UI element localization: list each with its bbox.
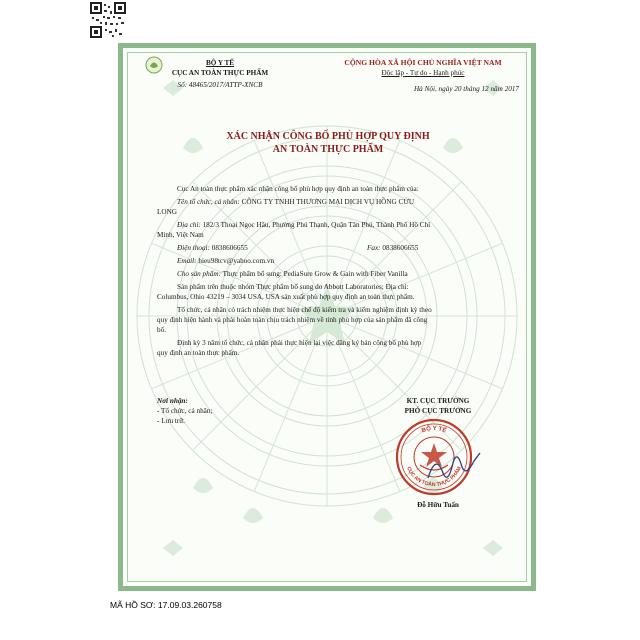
document-title	[153, 130, 503, 156]
product-label: Cho sản phẩm:	[177, 270, 221, 278]
fax-group	[367, 243, 418, 253]
certificate-document	[118, 43, 536, 591]
product-value: Thực phẩm bổ sung: PediaSure Grow & Gain with Fiber Vanilla	[222, 270, 408, 278]
paragraph-2-line-2: quy định hiện hành và phải hoàn toàn chịu trách nhiệm về tính phù hợp của sản phẩm đã công	[157, 316, 428, 324]
signature-role-2: PHÓ CỤC TRƯỞNG	[404, 407, 472, 415]
header-left	[145, 58, 295, 90]
organization-value-cont: LONG	[157, 208, 177, 216]
qr-code-icon	[90, 2, 126, 38]
recipients-block	[157, 396, 277, 426]
national-motto: Độc lập - Tự do - Hạnh phúc	[381, 69, 465, 77]
product-line	[157, 269, 507, 279]
header-right	[323, 58, 523, 94]
dossier-code: MÃ HỒ SƠ: 17.09.03.260758	[110, 600, 222, 610]
paragraph-1-line-2: Columbus, Ohio 43219 – 3034 USA, USA sản xuất phù hợp quy định an toàn thực phẩm.	[157, 293, 415, 301]
organization-label: Tên tổ chức, cá nhân:	[177, 198, 240, 206]
seal-bottom-path: CỤC AN TOÀN THỰC PHẨM	[405, 465, 463, 489]
fax-value: 0838606655	[382, 244, 419, 252]
document-body	[157, 184, 507, 358]
address-line	[157, 220, 507, 230]
recipient-item-1: - Tổ chức, cá nhân;	[157, 407, 213, 415]
paragraph-3-line-1: Định kỳ 3 năm tổ chức, cá nhân phải thực hiện lại việc đăng ký bản công bố phù hợp	[177, 339, 422, 347]
department-logo-icon	[145, 56, 163, 74]
paragraph-3-line-2: quy định an toàn thực phẩm.	[157, 349, 240, 357]
paragraph-1-line-1: Sản phẩm trên thuộc nhóm Thực phẩm bổ sung do Abbott Laboratories; Địa chỉ:	[177, 283, 409, 291]
signature-role-1: KT. CỤC TRƯỞNG	[406, 397, 470, 405]
intro-text: Cục An toàn thực phẩm xác nhận công bố phù hợp quy định an toàn thực phẩm của:	[177, 185, 419, 193]
email-label: Email:	[177, 257, 197, 265]
paragraph-2-line-3: bố.	[157, 326, 166, 334]
address-label: Địa chỉ:	[177, 221, 201, 229]
organization-value: CÔNG TY TNHH THƯƠNG MẠI DỊCH VỤ HỒNG CỬU	[241, 198, 415, 206]
nation-title: CỘNG HÒA XÃ HỘI CHỦ NGHĨA VIỆT NAM	[344, 58, 502, 67]
paragraph-2-line-1: Tổ chức, cá nhân có trách nhiệm thực hiện chế độ kiểm tra và kiểm nghiệm định kỳ theo	[177, 306, 432, 314]
organization-line	[157, 197, 507, 207]
email-value: hieu98tcv@yahoo.com.vn	[198, 257, 275, 265]
ministry-name: BỘ Y TẾ	[205, 59, 235, 67]
phone-label: Điện thoại:	[177, 244, 210, 252]
seal-top-path: BỘ Y TẾ	[420, 425, 448, 435]
fax-label: Fax:	[367, 244, 381, 252]
document-number: Số: 48465/2017/ATTP-XNCB	[177, 81, 263, 89]
department-name: CỤC AN TOÀN THỰC PHẨM	[171, 69, 269, 77]
title-line-1: XÁC NHẬN CÔNG BỐ PHÙ HỢP QUY ĐỊNH	[226, 131, 430, 142]
address-value: 182/3 Thoại Ngọc Hầu, Phường Phú Thạnh, Quận Tân Phú, Thành Phố Hồ Chí	[202, 221, 431, 229]
title-line-2: AN TOÀN THỰC PHẨM	[272, 144, 384, 155]
address-value-cont: Minh, Việt Nam	[157, 231, 204, 239]
recipients-heading: Nơi nhận:	[157, 397, 188, 405]
issue-date: Hà Nội, ngày 20 tháng 12 năm 2017	[413, 85, 519, 93]
contact-line	[157, 243, 507, 253]
email-line	[157, 256, 507, 266]
handwritten-signature	[423, 448, 483, 488]
signer-name: Đỗ Hữu Tuấn	[417, 501, 459, 509]
phone-value: 0838606655	[211, 244, 248, 252]
recipient-item-2: - Lưu trữ.	[157, 417, 185, 425]
signature-roles	[373, 396, 503, 416]
